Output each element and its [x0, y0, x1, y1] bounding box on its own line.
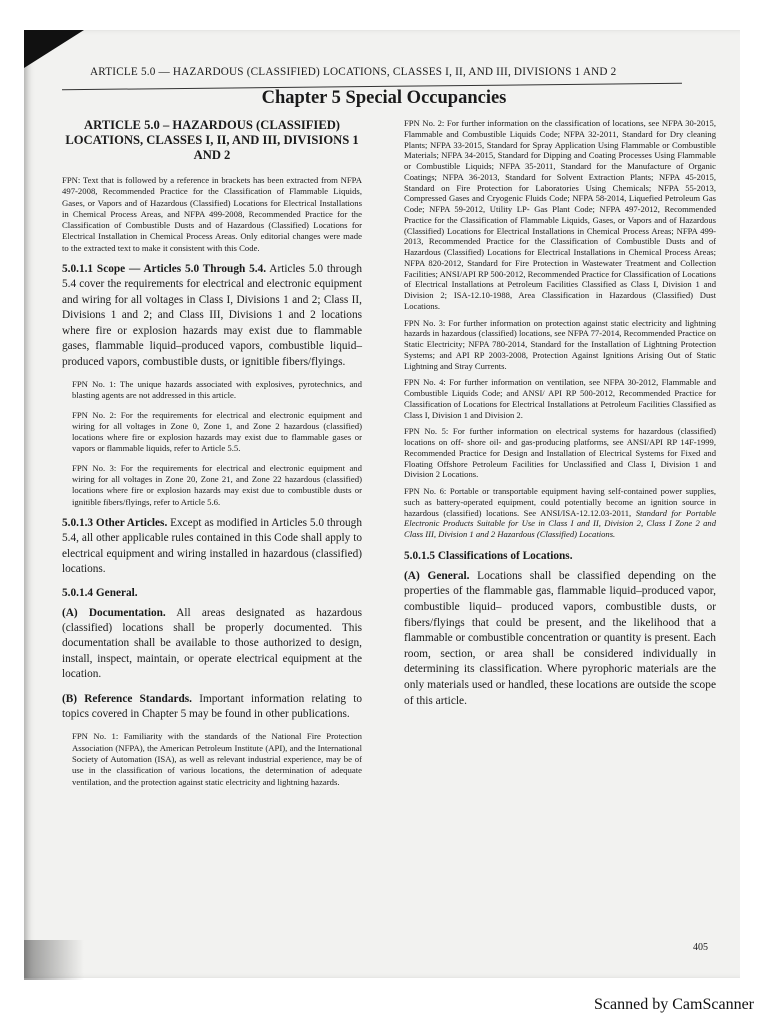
scanner-watermark: Scanned by CamScanner: [594, 996, 754, 1013]
page-number: 405: [693, 942, 708, 953]
section-text: Articles 5.0 through 5.4 cover the requirements for electrical and electronic equipment and wiring for all voltages in Class I, Divisions 1 and 2; Class II, Divisions 1 and 2; and Class III, Divisions 1 and 2 locations where fire or explosion hazards may exist due to flammable gases, flammable liquid–produced vapors, combustible liquid–produced vapors, combustible dusts, or ignitible fibers/flyings.: [62, 263, 363, 368]
right-column: [404, 118, 716, 709]
fpn-intro: FPN: Text that is followed by a reference in brackets has been extracted from NFPA 497-2008, Recommended Practice for the Classification of Flammable Liquids, Gases, or Vapors and of Hazardous (Classified) Locations for Electrical Installations in Chemical Process Areas, and NFPA 499-2008, Recommended Practice for the Classification of Combustible Dusts and of Hazardous (Classified) Locations for Electrical Installation in Chemical Process Areas. Only editorial changes were made to the extracted text to make it consistent with this Code.: [62, 175, 362, 253]
section-heading: 5.0.1.1 Scope — Articles 5.0 Through 5.4.: [62, 263, 267, 276]
article-title: ARTICLE 5.0 – HAZARDOUS (CLASSIFIED) LOCATIONS, CLASSES I, II, AND III, DIVISIONS 1 AND 2: [65, 118, 359, 162]
fpn-scope-2: FPN No. 2: For the requirements for electrical and electronic equipment and wiring for all voltages in Zone 0, Zone 1, and Zone 2 hazardous (classified) locations where fire or explosion hazards may exist due to flammable gases or vapors or flammable liquids, refer to Article 5.5.: [72, 409, 362, 454]
scan-corner-shadow: [24, 30, 84, 68]
section-text: Except as modified in Articles 5.0 through 5.4, all other applicable rules contained in this Code shall apply to electrical equipment and wiring installed in hazardous (classified) locations.: [62, 516, 362, 576]
fpn-reference-4: FPN No. 4: For further information on ventilation, see NFPA 30-2012, Flammable and Combustible Liquids Code; and ANSI/ API RP 500-2012, Recommended Practice for Classification of Locations for Electrical Installations at Petroleum Facilities Classified as Class I, Division 1 and Division 2.: [404, 377, 716, 420]
subsection-heading: (B) Reference Standards.: [62, 692, 192, 705]
left-column: [62, 118, 362, 796]
fpn-reference-3: FPN No. 3: For further information on protection against static electricity and lightning hazards in hazardous (classified) locations, see NFPA 77-2014, Recommended Practice on Static Electricity; NFPA 780-2014, Standard for the Installation of Lightning Protection Systems; and API RP 2003-2008, Protection Against Ignitions Arising Out of Static Lightning and Stray Currents.: [404, 317, 716, 371]
subsection-a-general: [404, 569, 716, 709]
fpn-scope-1: FPN No. 1: The unique hazards associated with explosives, pyrotechnics, and blasting agents are not addressed in this article.: [72, 378, 362, 401]
subsection-text: All areas designated as hazardous (classified) locations shall be properly documented. This documentation shall be available to those authorized to design, install, inspect, maintain, or operate electrical equipment at the location.: [62, 606, 362, 681]
section-5-0-1-1: [62, 262, 362, 370]
chapter-title: Chapter 5 Special Occupancies: [261, 88, 507, 108]
fpn-reference-2: FPN No. 2: For further information on the classification of locations, see NFPA 30-2015, Flammable and Combustible Liquids Code; NFPA 32-2011, Standard for Dry cleaning Plants; NFPA 33-2015, Standard for Spray Application Using Flammable or Combustible Materials; NFPA 34-2015, Standard for Dipping and Coating Processes Using Flammable or Combustible Liquids; NFPA 35-2011, Standard for the Manufacture of Organic Coatings; NFPA 36-2013, Standard for Solvent Extraction Plants; NFPA 45-2015, Standard on Fire Protection for Laboratories Using Chemicals; NFPA 55-2013, Compressed Gases and Cryogenic Fluids Code; NFPA 58-2014, Liquefied Petroleum Gas Code; NFPA 59-2012, Utility LP- Gas Plant Code; NFPA 497-2012, Recommended Practice for the Classification of Flammable Liquids, Gases, or Vapors and of Hazardous (Classified) Locations for Electrical Installations in Chemical Process Areas; NFPA 499-2013, Recommended Practice for the Classification of Combustible Dusts and of Hazardous (Classified) Locations for Electrical Installations in Chemical Process Areas; NFPA 820-2012, Standard for Fire Protection in Wastewater Treatment and Collection Facilities; ANSI/API RP 500-2012, Recommended Practice for Classification of Locations of Electrical Installations at Petroleum Facilities Classified as Class I, Division 1 and Division 2; ISA-12.10-1988, Area Classification in Hazardous (Classified) Dust Locations.: [404, 118, 716, 311]
section-heading: 5.0.1.3 Other Articles.: [62, 516, 168, 529]
fpn-reference-6: [404, 486, 716, 540]
fpn-reference-5: FPN No. 5: For further information on electrical systems for hazardous (classified) locations on off- shore oil- and gas-producing platforms, see ANSI/API RP 14F-1999, Recommended Practice for Design and Installation of Electrical Systems for Fixed and Floating Offshore Petroleum Facilities for Unclassified and Class I, Division 1 and Division 2 Locations.: [404, 426, 716, 480]
subsection-text: Locations shall be classified depending on the properties of the flammable gas, flammable liquid–produced vapor, combustible liquid– produced vapors, combustible dusts, or fibers/flyings that could be present, and the likelihood that a flammable or combustible concentration or quantity is present. Each room, section, or area shall be considered individually in determining its classification. Where pyrophoric materials are the only materials used or handled, these locations are outside the scope of this article.: [404, 569, 716, 707]
section-5-0-1-4-heading: 5.0.1.4 General.: [62, 586, 138, 599]
scan-edge-shadow: [24, 940, 84, 980]
subsection-b-reference-standards: [62, 692, 362, 723]
section-5-0-1-5-heading: 5.0.1.5 Classifications of Locations.: [404, 549, 573, 562]
fpn-scope-3: FPN No. 3: For the requirements for electrical and electronic equipment and wiring for all voltages in Zone 20, Zone 21, and Zone 22 hazardous (classified) locations where fire or explosion hazards may exist due to combustible dusts or ignitible fibers/flyings, refer to Article 5.6.: [72, 462, 362, 507]
subsection-heading: (A) Documentation.: [62, 606, 166, 619]
fpn-standard-title: Standard for Portable Electronic Products Suitable for Use in Class I and II, Division 2, Class I Zone 2 and Class III, Division 1 and 2 Hazardous (Classified) Locations.: [404, 507, 716, 539]
fpn-text: FPN No. 6: Portable or transportable equipment having self-contained power supplies, such as battery-operated equipment, could potentially become an ignition source in hazardous (classified) locations. See ANSI/ISA-12.12.03-2011,: [404, 486, 716, 518]
subsection-text: Important information relating to topics covered in Chapter 5 may be found in other publications.: [62, 692, 362, 720]
subsection-a-documentation: [62, 606, 362, 683]
fpn-reference-1: FPN No. 1: Familiarity with the standards of the National Fire Protection Association (NFPA), the American Petroleum Institute (API), and the International Society of Automation (ISA), as well as relevant industrial experience, may be of use in the classification of various locations, the determination of adequate ventilation, and the protection against static electricity and lightning hazards.: [72, 731, 362, 787]
running-head: ARTICLE 5.0 — HAZARDOUS (CLASSIFIED) LOCATIONS, CLASSES I, II, AND III, DIVISIONS 1 AND 2: [90, 66, 617, 78]
subsection-heading: (A) General.: [404, 569, 470, 582]
section-5-0-1-3: [62, 516, 362, 578]
